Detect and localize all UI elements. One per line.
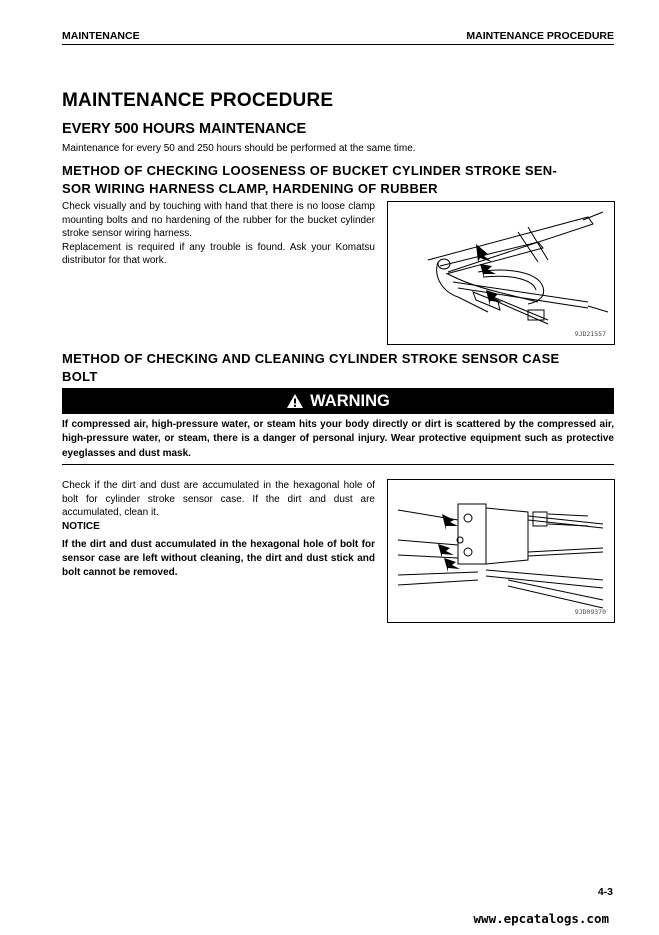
watermark-link[interactable]: www.epcatalogs.com [473, 911, 609, 926]
figure-sensor-case-bolt [387, 479, 615, 623]
section1-body-para2: Replacement is required if any trouble is found. Ask your Komatsu distributor for that work. [62, 241, 375, 267]
arrow-icon [476, 244, 502, 306]
section2-body: Check if the dirt and dust are accumulated in the hexagonal hole of bolt for cylinder stroke sensor case. If the dirt and dust are accumulated, clean it. [62, 480, 375, 519]
running-header-left: MAINTENANCE [62, 30, 140, 42]
figure-code: 9JD09370 [574, 608, 606, 616]
section1-heading-line1: METHOD OF CHECKING LOOSENESS OF BUCKET CYLINDER STROKE SEN- [62, 163, 558, 178]
section2-heading-line2: BOLT [62, 369, 98, 384]
warning-rule [62, 464, 614, 465]
notice-text: If the dirt and dust accumulated in the hexagonal hole of bolt for sensor case are left without cleaning, the dirt and dust stick and bolt cannot be removed. [62, 539, 375, 578]
warning-triangle-icon [286, 393, 304, 409]
figure-code: 9JD21557 [574, 330, 606, 338]
notice-label: NOTICE [62, 521, 100, 532]
arrow-icon [438, 514, 460, 572]
section2-heading-line1: METHOD OF CHECKING AND CLEANING CYLINDER STROKE SENSOR CASE [62, 351, 560, 366]
warning-banner [62, 388, 614, 414]
figure-harness-clamp [387, 201, 615, 345]
section-subtitle: EVERY 500 HOURS MAINTENANCE [62, 121, 307, 137]
intro-text: Maintenance for every 50 and 250 hours should be performed at the same time. [62, 143, 416, 154]
section1-body [62, 200, 375, 268]
page-title: MAINTENANCE PROCEDURE [62, 90, 334, 111]
warning-text: If compressed air, high-pressure water, or steam hits your body directly or dirt is scattered by the compressed air, high-pressure water, or steam, there is a danger of personal injury. Wear protective equipment such as protective eyeglasses and dust mask. [62, 419, 614, 459]
section1-body-para1: Check visually and by touching with hand that there is no loose clamp mounting bolts and no hardening of the rubber for the bucket cylinder stroke sensor wiring harness. [62, 201, 375, 240]
section1-heading [62, 162, 614, 198]
sensor-case-bolt-illustration [388, 480, 614, 622]
running-header-right: MAINTENANCE PROCEDURE [466, 30, 614, 42]
header-rule [62, 44, 614, 45]
warning-label: WARNING [310, 391, 390, 410]
harness-clamp-illustration [388, 202, 614, 344]
section2-heading [62, 350, 614, 386]
page-number: 4-3 [597, 886, 613, 898]
section1-heading-line2: SOR WIRING HARNESS CLAMP, HARDENING OF RUBBER [62, 181, 438, 196]
